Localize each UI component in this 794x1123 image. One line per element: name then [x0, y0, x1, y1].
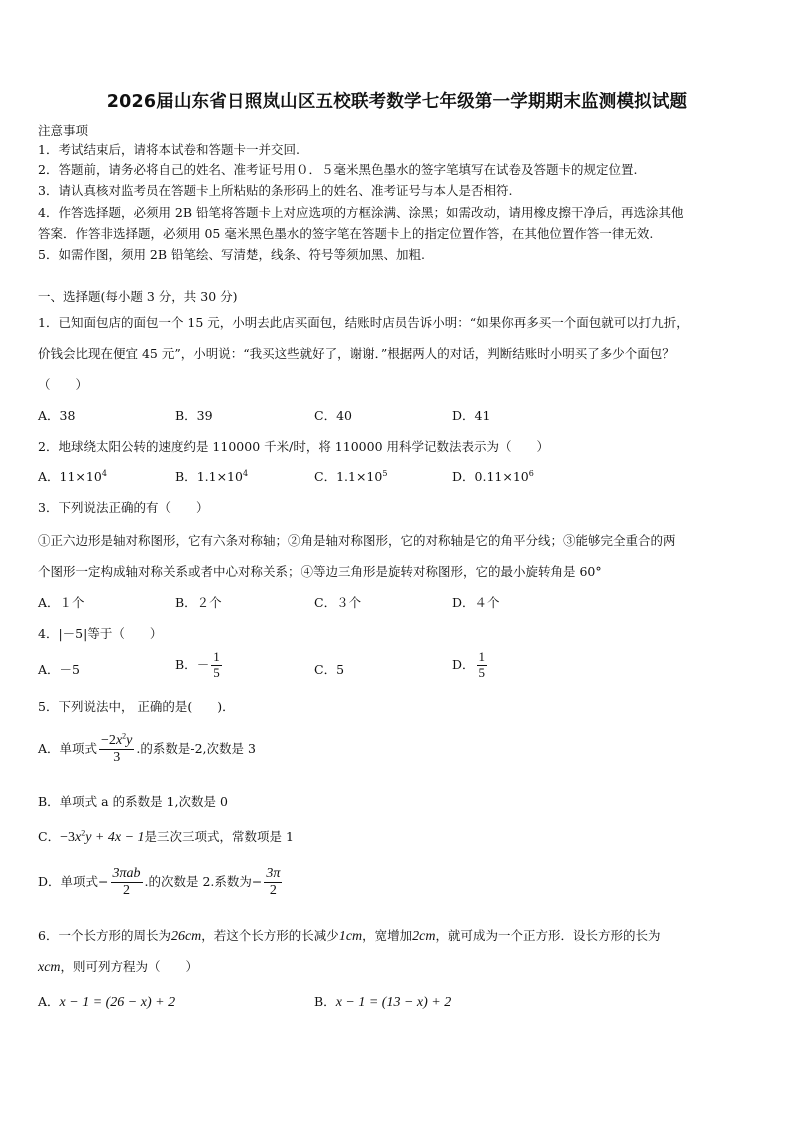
q3-statements-line1: ①正六边形是轴对称图形，它有六条对称轴；②角是轴对称图形，它的对称轴是它的角平分线；③能够完全重合的两 — [38, 533, 676, 548]
q3-option-d: D．４个 — [452, 595, 500, 610]
q1-option-b: B．39 — [175, 408, 213, 423]
q5-stem: 5．下列说法中， 正确的是( )． — [38, 699, 235, 714]
q3-option-a: A．１个 — [38, 595, 85, 610]
q1-option-d: D．41 — [452, 408, 491, 423]
notice-item: 2．答题前，请务必将自己的姓名、准考证号用０．５毫米黑色墨水的签字笔填写在试卷及答题卡的规定位置. — [38, 162, 638, 177]
q4-option-c: C．5 — [314, 662, 345, 677]
q6-stem-line2: xcm，则可列方程为（ ） — [38, 959, 199, 975]
notice-heading: 注意事项 — [38, 123, 89, 138]
page-title: 2026届山东省日照岚山区五校联考数学七年级第一学期期末监测模拟试题 — [106, 92, 688, 112]
q2-option-c: C．$1.1\times 10^5$ — [314, 468, 388, 484]
q5-option-d: D．单项式− $\frac{\text{3πab}}{2}$ .的次数是 2.系数为− $\frac{3\pi}{2}$ — [38, 866, 281, 899]
q4-option-b: B．－ $\frac{1}{5}$ — [175, 649, 220, 680]
q6-option-a: A．x − 1 = (26 − x) + 2 — [38, 994, 176, 1010]
q2-option-b: B．$1.1\times 10^4$ — [175, 468, 249, 484]
q2-option-d: D．$0.11\times 10^6$ — [452, 468, 534, 484]
q3-statements-line2: 个图形一定构成轴对称关系或者中心对称关系；④等边三角形是旋转对称图形，它的最小旋转角是 60° — [38, 564, 602, 579]
notice-item: 4．作答选择题，必须用 2B 铅笔将答题卡上对应选项的方框涂满、涂黑；如需改动，请用橡皮擦干净后，再选涂其他 — [38, 205, 684, 220]
q2-stem: 2．地球绕太阳公转的速度约是 110000 千米/时，将 110000 用科学记数法表示为（ ） — [38, 439, 549, 454]
q2-option-a: A．$11\times 10^4$ — [38, 468, 107, 484]
q1-option-c: C．40 — [314, 408, 352, 423]
q1-stem-line2: 价钱会比现在便宜 45 元”，小明说：“我买这些就好了，谢谢．”根据两人的对话，判断结账时小明买了多少个面包？ — [38, 346, 675, 361]
q1-stem-line1: 1．已知面包店的面包一个 15 元，小明去此店买面包，结账时店员告诉小明：“如果你再多买一个面包就可以打九折， — [38, 315, 689, 330]
q3-option-b: B．２个 — [175, 595, 222, 610]
q6-option-b: B．x − 1 = (13 − x) + 2 — [314, 994, 452, 1010]
q5-option-a: A．单项式 $\frac{-2x^2y}{3}$ .的系数是-2,次数是 3 — [38, 731, 256, 766]
q3-option-c: C．３个 — [314, 595, 362, 610]
notice-item: 5．如需作图，须用 2B 铅笔绘、写清楚，线条、符号等须加黑、加粗. — [38, 247, 426, 262]
q5-option-b: B．单项式 a 的系数是 1,次数是 0 — [38, 794, 228, 809]
q4-option-a: A．－5 — [38, 662, 80, 677]
q4-option-d: D． $\frac{1}{5}$ — [452, 649, 486, 680]
q1-option-a: A．38 — [38, 408, 76, 423]
q5-option-c: C．$-3x^2y + 4x - 1$是三次三项式，常数项是 1 — [38, 828, 294, 845]
q6-stem-line1: 6．一个长方形的周长为26cm，若这个长方形的长减少1cm，宽增加2cm，就可成为一个正方形．设长方形的长为 — [38, 928, 661, 944]
notice-item: 1．考试结束后，请将本试卷和答题卡一并交回. — [38, 142, 300, 157]
q4-stem: 4．|－5|等于（ ） — [38, 626, 163, 641]
section-heading: 一、选择题(每小题 3 分，共 30 分) — [38, 289, 238, 304]
q1-answer-paren: （ ） — [38, 377, 89, 392]
q3-stem: 3．下列说法正确的有（ ） — [38, 500, 209, 515]
notice-item: 答案．作答非选择题，必须用 05 毫米黑色墨水的签字笔在答题卡上的指定位置作答，在其他位置作答一律无效. — [38, 226, 654, 241]
notice-item: 3．请认真核对监考员在答题卡上所粘贴的条形码上的姓名、准考证号与本人是否相符. — [38, 183, 513, 198]
